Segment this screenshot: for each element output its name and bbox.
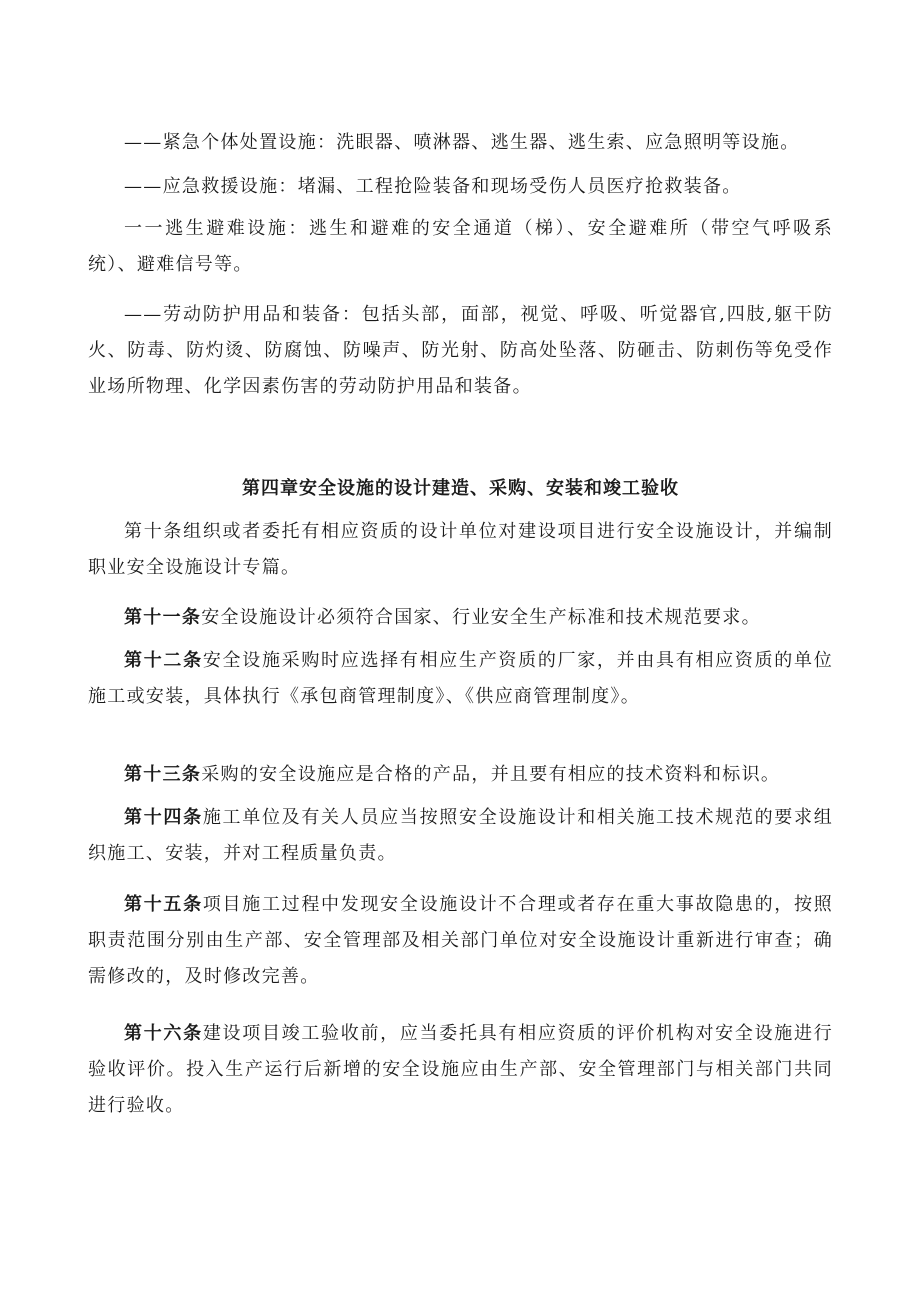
article-label: 第十三条 [124,764,202,785]
bullet-escape-refuge-facilities: 一一逃生避难设施：逃生和避难的安全通道（梯）、安全避难所（带空气呼吸系统）、避难信号等。 [88,218,833,276]
article-text: 安全设施设计必须符合国家、行业安全生产标准和技术规范要求。 [201,607,761,628]
article-14 [88,800,833,872]
article-label: 第十四条 [124,807,203,828]
article-16 [88,1016,833,1125]
bullet-emergency-individual-facilities: ——紧急个体处置设施：洗眼器、喷淋器、逃生器、逃生索、应急照明等设施。 [124,132,800,153]
article-label: 第十五条 [124,894,203,915]
article-10 [88,514,833,586]
article-15 [88,887,833,996]
article-label: 第十六条 [124,1023,203,1044]
article-text: 采购的安全设施应是合格的产品，并且要有相应的技术资料和标识。 [201,764,781,785]
article-label: 第十二条 [124,650,203,671]
bullet-protective-equipment: ——劳动防护用品和装备：包括头部，面部，视觉、呼吸、听觉器官,四肢,躯干防火、防毒、防灼烫、防腐蚀、防噪声、防光射、防高处坠落、防砸击、防刺伤等免受作业场所物理、化学因素伤害的劳动防护用品和装备。 [88,304,833,398]
article-text: 项目施工过程中发现安全设施设计不合理或者存在重大事故隐患的，按照职责范围分别由生产部、安全管理部及相关部门单位对安全设施设计重新进行审查；确需修改的，及时修改完善。 [88,894,833,988]
article-label: 第十一条 [124,607,202,628]
article-label: 第十条 [124,521,184,542]
chapter-heading: 第四章安全设施的设计建造、采购、安装和竣工验收 [242,478,679,499]
article-text: 建设项目竣工验收前，应当委托具有相应资质的评价机构对安全设施进行验收评价。投入生产运行后新增的安全设施应由生产部、安全管理部门与相关部门共同进行验收。 [88,1023,833,1117]
article-13 [88,757,833,793]
article-12 [88,643,833,715]
article-text: 组织或者委托有相应资质的设计单位对建设项目进行安全设施设计，并编制职业安全设施设计专篇。 [88,521,833,579]
bullet-emergency-rescue-facilities: ——应急救援设施：堵漏、工程抢险装备和现场受伤人员医疗抢救装备。 [124,176,742,197]
article-text: 安全设施采购时应选择有相应生产资质的厂家，并由具有相应资质的单位施工或安装，具体执行《承包商管理制度》、《供应商管理制度》。 [88,650,833,708]
article-11 [88,600,833,636]
article-text: 施工单位及有关人员应当按照安全设施设计和相关施工技术规范的要求组织施工、安装，并对工程质量负责。 [88,807,833,865]
